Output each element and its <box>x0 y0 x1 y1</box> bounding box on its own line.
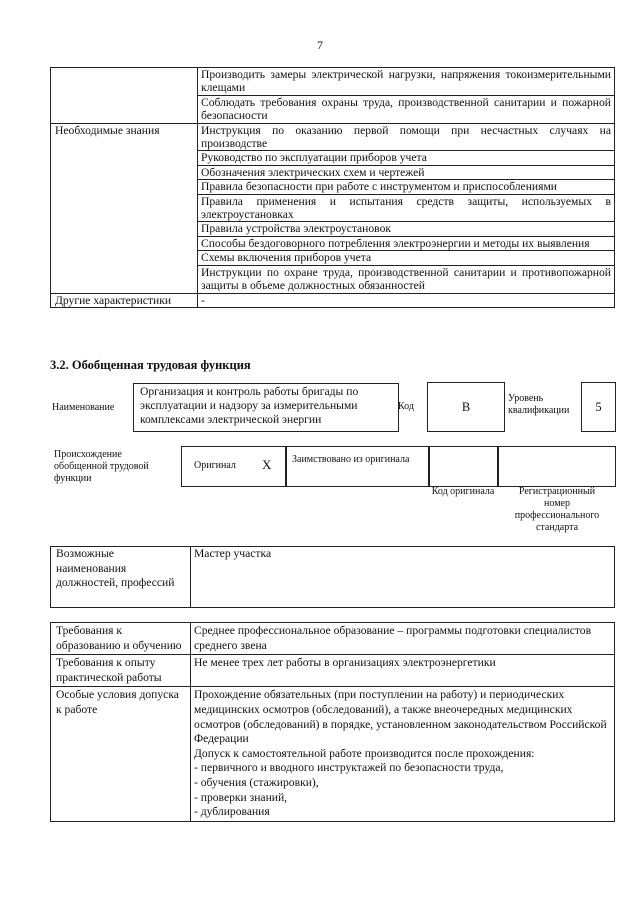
name-label: Наименование <box>52 402 115 413</box>
skills-knowledge-table <box>50 67 615 308</box>
page-number: 7 <box>317 38 323 52</box>
row-text: Инструкция по оказанию первой помощи при несчастных случаях на производстве <box>198 123 615 151</box>
original-label: Оригинал <box>194 460 236 471</box>
row-text: Руководство по эксплуатации приборов учета <box>198 151 615 165</box>
name-value-box <box>133 383 399 432</box>
code-original-cell <box>428 446 499 487</box>
experience-value: Не менее трех лет работы в организациях электроэнергетики <box>191 655 615 687</box>
table-row <box>51 123 615 151</box>
level-box <box>581 382 616 432</box>
education-label: Требования к образованию и обучению <box>51 623 191 655</box>
row-text: Способы бездоговорного потребления электроэнергии и методы их выявления <box>198 236 615 250</box>
code-value: В <box>461 399 471 414</box>
code-original-caption: Код оригинала <box>431 486 495 497</box>
row-text: Правила безопасности при работе с инструментом и приспособлениями <box>198 180 615 194</box>
table-row <box>51 547 615 608</box>
level-value: 5 <box>595 399 602 414</box>
requirements-table <box>50 622 615 822</box>
row-text: Правила применения и испытания средств защиты, используемых в электроустановках <box>198 194 615 222</box>
level-label: Уровень квалификации <box>508 393 570 416</box>
reg-number-cell <box>497 446 616 487</box>
row-text: - <box>198 293 615 307</box>
row-text: Инструкции по охране труда, производственной санитарии и противопожарной защиты в объеме должностных обязанностей <box>198 265 615 293</box>
row-label <box>51 68 198 124</box>
required-knowledge-label: Необходимые знания <box>51 123 198 293</box>
original-mark: X <box>262 457 272 472</box>
borrowed-cell <box>285 446 430 487</box>
experience-label: Требования к опыту практической работы <box>51 655 191 687</box>
row-text: Обозначения электрических схем и чертежей <box>198 165 615 179</box>
positions-label: Возможные наименования должностей, профессий <box>51 547 191 608</box>
condition-line: - обучения (стажировки), <box>194 775 319 789</box>
table-row <box>51 68 615 96</box>
borrowed-label: Заимствовано из оригинала <box>292 454 410 465</box>
condition-line: - первичного и вводного инструктажей по безопасности труда, <box>194 761 504 775</box>
positions-table <box>50 546 615 608</box>
table-row <box>51 293 615 307</box>
positions-value: Мастер участка <box>191 547 615 608</box>
condition-line: - дублирования <box>194 805 270 819</box>
name-value: Организация и контроль работы бригады по эксплуатации и надзору за измерительными комплексами электрической энергии <box>140 385 359 426</box>
special-conditions-label: Особые условия допуска к работе <box>51 687 191 821</box>
education-value: Среднее профессиональное образование – программы подготовки специалистов среднего звена <box>191 623 615 655</box>
table-row <box>51 655 615 687</box>
other-characteristics-label: Другие характеристики <box>51 293 198 307</box>
row-text: Схемы включения приборов учета <box>198 251 615 265</box>
condition-line: - проверки знаний, <box>194 790 288 804</box>
row-text: Производить замеры электрической нагрузки, напряжения токоизмерительными клещами <box>198 68 615 96</box>
condition-line: Прохождение обязательных (при поступлении на работу) и периодических медицинских осмотров (обследований), а также внеочередных медицинских осмотров (обследований) в порядке, установленном законодательством Российской Федерации <box>194 688 607 746</box>
code-box <box>427 382 505 432</box>
row-text: Правила устройства электроустановок <box>198 222 615 236</box>
table-row <box>51 687 615 821</box>
reg-number-caption: Регистрационный номер профессионального стандарта <box>514 486 600 533</box>
special-conditions-value <box>191 687 615 821</box>
table-row <box>51 623 615 655</box>
row-text: Соблюдать требования охраны труда, производственной санитарии и пожарной безопасности <box>198 95 615 123</box>
code-label: Код <box>398 401 414 412</box>
origin-label: Происхождение обобщенной трудовой функции <box>54 449 149 484</box>
condition-line: Допуск к самостоятельной работе производится после прохождения: <box>194 746 535 760</box>
section-title: 3.2. Обобщенная трудовая функция <box>50 358 251 372</box>
original-cell <box>181 446 287 487</box>
